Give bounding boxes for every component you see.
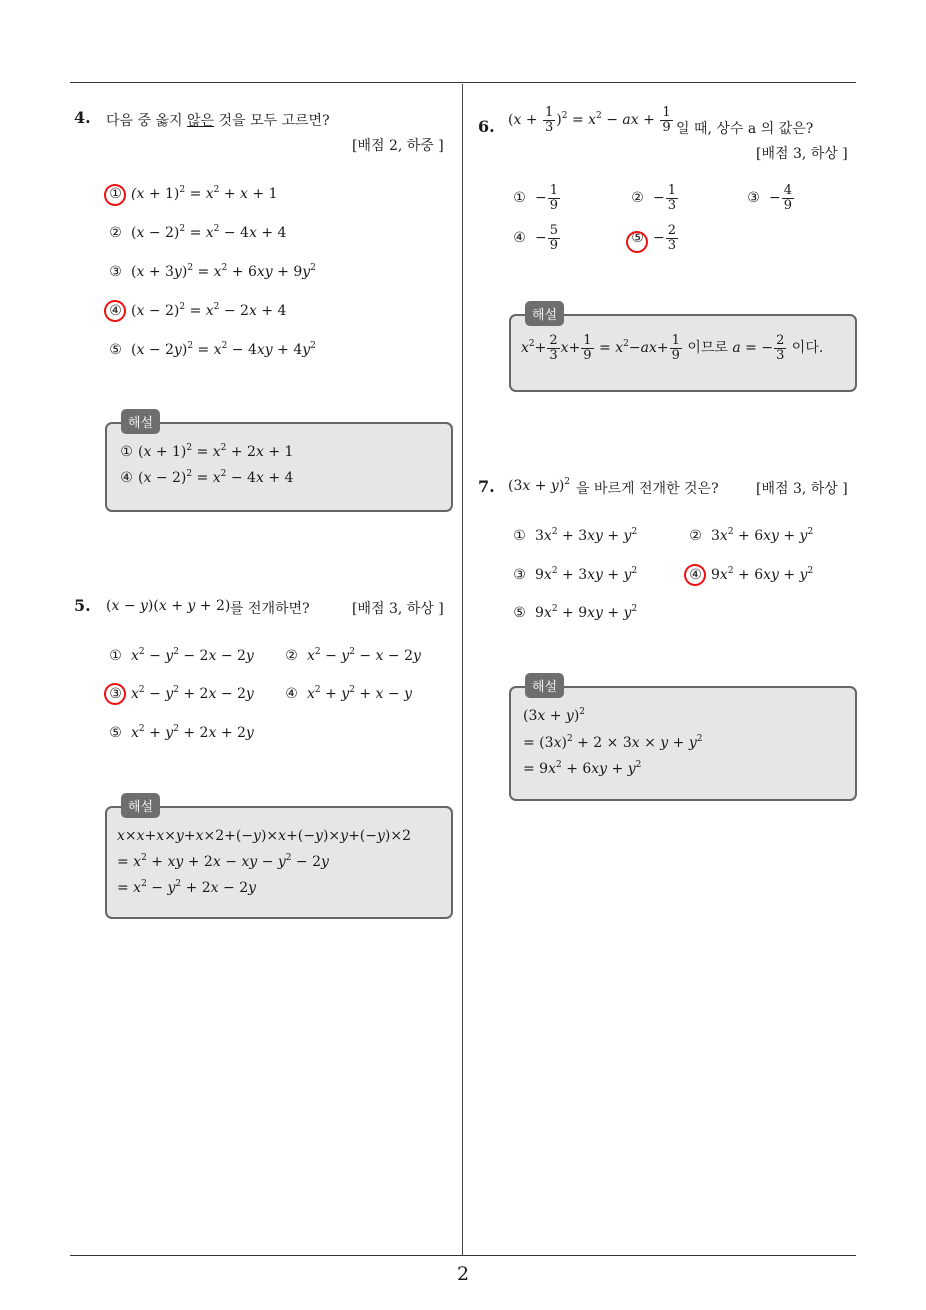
top-rule bbox=[70, 82, 856, 83]
q5-explain-line-2: = $x^2$ + xy + 2x − xy − $y^2 - 2y$ bbox=[117, 853, 329, 870]
q6-score: [배점 3, 하상 ] bbox=[756, 146, 848, 162]
q7-stem: 을 바르게 전개한 것은? bbox=[576, 481, 719, 497]
q6-explain-line: $x^2+$ $\frac{2}{3}$ x+ $\frac{1}{9}$ = $x^2-ax+$ $\frac{1}{9}$ 이므로 a = − $\frac{2}{3}$ 이다. bbox=[521, 333, 824, 363]
q4-option-3[interactable]: ③ $(x + 3y)^2 = x^2 + 6xy + 9y^2$ bbox=[109, 263, 316, 280]
q7-stem-expr: $(3x + y)^2$ bbox=[508, 477, 571, 494]
q5-score: [배점 3, 하상 ] bbox=[352, 601, 444, 617]
q5-answer-mark-3 bbox=[101, 680, 129, 708]
q7-explain-line-2: = $(3x)^2 + 2 \times 3x \times y + y^2$ bbox=[523, 734, 703, 751]
q6-stem: 일 때, 상수 a 의 값은? bbox=[676, 121, 814, 137]
q7-option-2[interactable]: ② $3x^2 + 6xy + y^2$ bbox=[689, 527, 814, 544]
q4-answer-mark-4 bbox=[101, 297, 129, 325]
q7-score: [배점 3, 하상 ] bbox=[756, 481, 848, 497]
q5-explanation-tag: 해설 bbox=[121, 793, 160, 818]
q5-stem-expr: (x − y)(x + y + 2) bbox=[106, 598, 231, 614]
q7-option-1[interactable]: ① $3x^2 + 3xy + y^2$ bbox=[513, 527, 638, 544]
q7-number: 7. bbox=[478, 477, 495, 496]
q4-explanation-box bbox=[105, 416, 453, 512]
q5-option-1[interactable]: ① $x^2 - y^2 - 2x - 2y$ bbox=[109, 647, 254, 664]
q4-explanation-tag: 해설 bbox=[121, 409, 160, 434]
bottom-rule bbox=[70, 1255, 856, 1256]
page-number: 2 bbox=[456, 1263, 470, 1285]
q4-option-2[interactable]: ② $(x - 2)^2 = x^2 - 4x + 4$ bbox=[109, 224, 287, 241]
q4-number: 4. bbox=[74, 108, 91, 127]
column-divider bbox=[462, 84, 463, 1256]
q6-number: 6. bbox=[478, 117, 495, 136]
q4-option-4[interactable]: ④ $(x - 2)^2 = x^2 - 2x + 4$ bbox=[109, 302, 287, 319]
q6-option-2[interactable]: ② − $\frac{1}{3}$ bbox=[631, 183, 677, 213]
q6-option-3[interactable]: ③ − $\frac{4}{9}$ bbox=[747, 183, 793, 213]
q5-number: 5. bbox=[74, 596, 91, 615]
q7-explanation-tag: 해설 bbox=[525, 673, 564, 698]
q6-option-4[interactable]: ④ − $\frac{5}{9}$ bbox=[513, 223, 559, 253]
q7-option-4[interactable]: ④ $9x^2 + 6xy + y^2$ bbox=[689, 566, 814, 583]
q7-explanation-box bbox=[509, 680, 857, 801]
q4-stem-underlined: 않은 bbox=[186, 113, 215, 129]
q5-explain-line-3: = $x^2 - y^2 + 2x - 2y$ bbox=[117, 879, 257, 896]
q4-explain-line-2: ④ $(x - 2)^2 = x^2 - 4x + 4$ bbox=[120, 469, 294, 486]
q6-option-5[interactable]: ⑤ − $\frac{2}{3}$ bbox=[631, 223, 677, 253]
q7-explain-line-1: $(3x + y)^2$ bbox=[523, 707, 586, 724]
q5-option-4[interactable]: ④ $x^2 + y^2 + x - y$ bbox=[285, 685, 412, 702]
q5-option-2[interactable]: ② $x^2 - y^2 - x - 2y$ bbox=[285, 647, 421, 664]
q6-explanation-box bbox=[509, 308, 857, 392]
q7-answer-mark-4 bbox=[681, 561, 709, 589]
q7-option-3[interactable]: ③ $9x^2 + 3xy + y^2$ bbox=[513, 566, 638, 583]
q6-stem-expr: (x + $\frac{1}{3}$ )$^2 = x^2$ − ax + $\frac{1}{9}$ bbox=[508, 105, 671, 135]
q5-option-5[interactable]: ⑤ $x^2 + y^2 + 2x + 2y$ bbox=[109, 724, 254, 741]
q7-explain-line-3: = $9x^2 + 6xy + y^2$ bbox=[523, 760, 642, 777]
q5-stem: 를 전개하면? bbox=[230, 601, 310, 617]
q6-explanation-tag: 해설 bbox=[525, 301, 564, 326]
q5-option-3[interactable]: ③ $x^2 - y^2 + 2x - 2y$ bbox=[109, 685, 254, 702]
q7-option-5[interactable]: ⑤ $9x^2 + 9xy + y^2$ bbox=[513, 604, 638, 621]
q4-score: [배점 2, 하중 ] bbox=[352, 138, 444, 154]
q4-option-1[interactable]: ① $(x + 1)^2 = x^2 + x + 1$ bbox=[109, 185, 278, 202]
q6-option-1[interactable]: ① − $\frac{1}{9}$ bbox=[513, 183, 559, 213]
q4-stem: 다음 중 옳지 않은 것을 모두 고르면? bbox=[106, 113, 330, 129]
q5-explanation-box bbox=[105, 800, 453, 919]
q5-explain-line-1: x×x+x×y+x×2+(−y)×x+(−y)×y+(−y)×2 bbox=[117, 828, 412, 844]
q4-explain-line-1: ① $(x + 1)^2 = x^2 + 2x + 1$ bbox=[120, 443, 294, 460]
q4-option-5[interactable]: ⑤ $(x - 2y)^2 = x^2 - 4xy + 4y^2$ bbox=[109, 341, 316, 358]
